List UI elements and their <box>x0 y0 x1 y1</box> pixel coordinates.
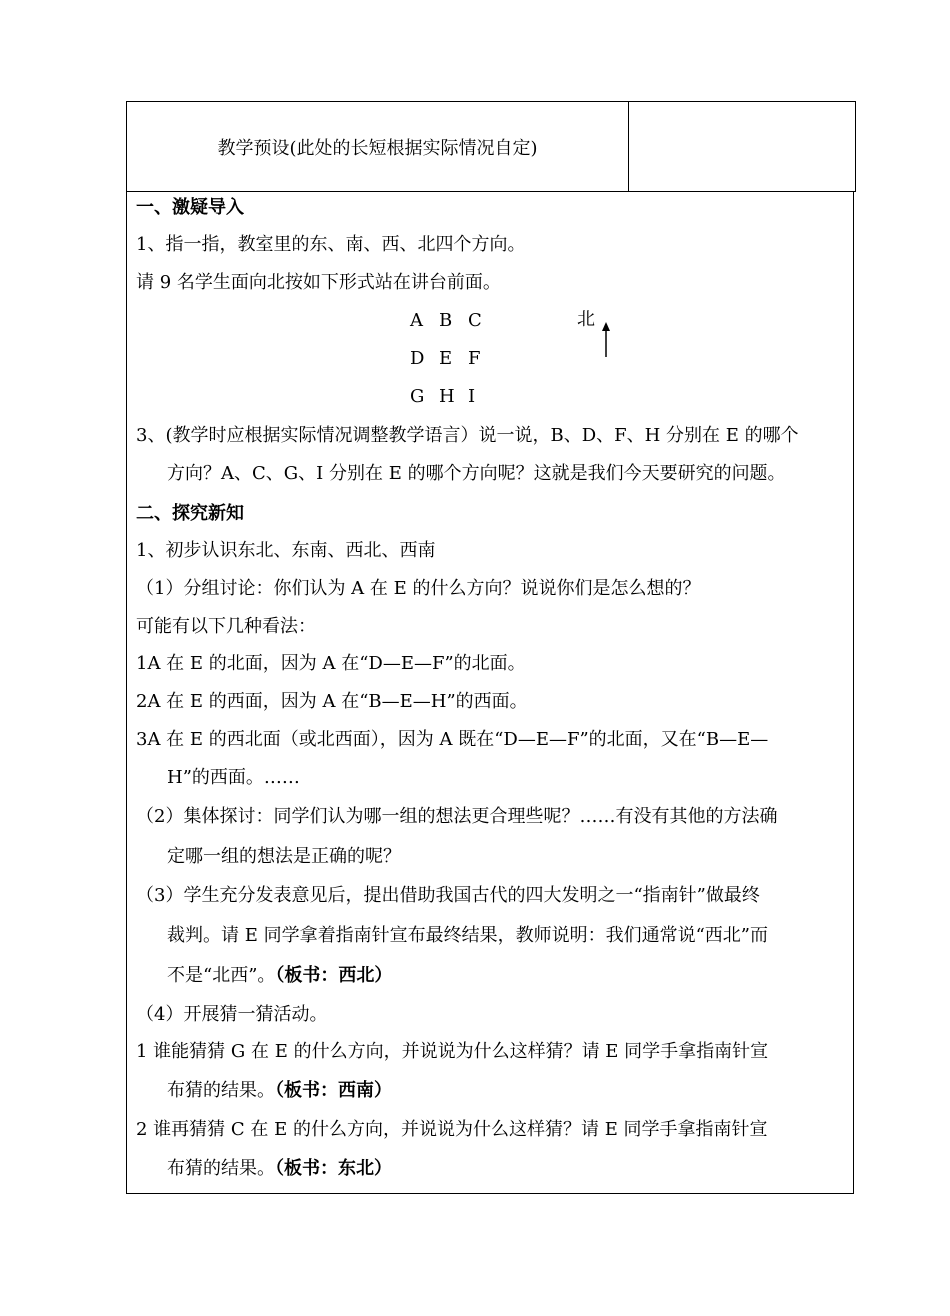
grid-cell: F <box>468 348 481 369</box>
board-note-southwest: （板书：西南） <box>275 1080 392 1101</box>
header-table <box>126 101 856 192</box>
header-right-cell <box>629 102 855 191</box>
student-grid-row-1 <box>410 309 497 333</box>
section1-para-1: 1、指一指，教室里的东、南、西、北四个方向。 <box>136 234 526 255</box>
section2-line-7: （2）集体探讨：同学们认为哪一组的想法更合理些呢？……有没有其他的方法确 <box>136 806 778 827</box>
section2-line-9: （4）开展猜一猜活动。 <box>136 1004 328 1025</box>
board-note-northeast: （板书：东北） <box>275 1158 392 1179</box>
student-grid-row-2 <box>410 347 497 371</box>
section2-line-8: （3）学生充分发表意见后，提出借助我国古代的四大发明之一“指南针”做最终 <box>136 885 760 906</box>
line-text: 布猜的结果。 <box>167 1158 275 1179</box>
section2-heading: 二、探究新知 <box>136 503 244 524</box>
section2-line-11-cont <box>167 1157 392 1181</box>
section2-line-2: （1）分组讨论：你们认为 A 在 E 的什么方向？说说你们是怎么想的？ <box>136 578 701 599</box>
header-title-cell <box>127 102 629 191</box>
section2-line-6: 3A 在 E 的西北面（或北西面），因为 A 既在“D—E—F”的北面，又在“B—E— <box>136 729 769 750</box>
board-note-northwest: （板书：西北） <box>275 965 393 986</box>
grid-cell: H <box>439 386 455 407</box>
section2-line-11: 2 谁再猜猜 C 在 E 的什么方向，并说说为什么这样猜？请 E 同学手拿指南针宣 <box>136 1119 768 1140</box>
section2-line-4: 1A 在 E 的北面，因为 A 在“D—E—F”的北面。 <box>136 653 526 674</box>
header-title: 教学预设(此处的长短根据实际情况自定) <box>217 137 538 159</box>
north-arrow-icon <box>599 322 613 358</box>
grid-cell: I <box>468 386 476 407</box>
line-text: 不是“北西”。 <box>167 965 276 986</box>
grid-cell: E <box>439 348 453 369</box>
grid-cell: C <box>468 310 482 331</box>
grid-cell: A <box>410 310 423 331</box>
section1-para-3: 3、(教学时应根据实际情况调整教学语言）说一说，B、D、F、H 分别在 E 的哪个 <box>136 425 799 446</box>
section1-para-3-cont: 方向？A、C、G、I 分别在 E 的哪个方向呢？这就是我们今天要研究的问题。 <box>167 463 786 484</box>
grid-cell: G <box>410 386 425 407</box>
grid-cell: D <box>410 348 425 369</box>
section2-line-10: 1 谁能猜猜 G 在 E 的什么方向，并说说为什么这样猜？请 E 同学手拿指南针宣 <box>136 1041 769 1062</box>
section2-line-8-cont-2 <box>167 964 392 988</box>
section2-line-5: 2A 在 E 的西面，因为 A 在“B—E—H”的西面。 <box>136 691 528 712</box>
section2-line-7-cont: 定哪一组的想法是正确的呢？ <box>167 846 401 867</box>
section2-line-6-cont: H”的西面。…… <box>167 767 300 788</box>
north-label: 北 <box>577 309 595 330</box>
line-text: 布猜的结果。 <box>167 1080 275 1101</box>
section2-line-10-cont <box>167 1079 392 1103</box>
section2-line-1: 1、初步认识东北、东南、西北、西南 <box>136 540 436 561</box>
grid-cell: B <box>439 310 453 331</box>
section1-para-2: 请 9 名学生面向北按如下形式站在讲台前面。 <box>136 272 501 293</box>
section2-line-8-cont-1: 裁判。请 E 同学拿着指南针宣布最终结果，教师说明：我们通常说“西北”而 <box>167 925 768 946</box>
student-grid-row-3 <box>410 385 497 409</box>
section1-heading: 一、激疑导入 <box>136 197 244 218</box>
section2-line-3: 可能有以下几种看法： <box>136 616 316 637</box>
